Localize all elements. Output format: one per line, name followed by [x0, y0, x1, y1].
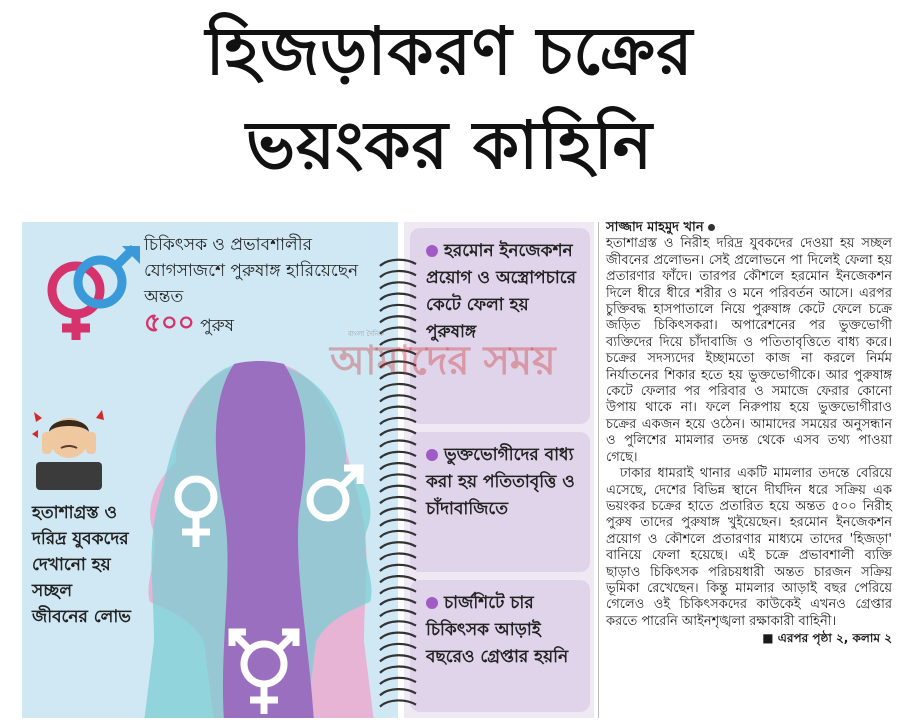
byline-bullet-icon: [708, 224, 715, 231]
gender-symbols-icon: [34, 244, 144, 344]
step-3-label: চার্জশিটে চার চিকিৎসক আড়াই বছরেও গ্রেপ্তার হয়নি: [426, 593, 569, 667]
notebook-spiral: [376, 256, 420, 716]
spiral-coil: [380, 429, 416, 435]
article-paragraph-2: ঢাকার ধামরাই থানার একটি মামলার তদন্তে বেরিয়ে এসেছে, দেশের বিভিন্ন স্থানে দীর্ঘদিন ধরে সক্রিয় এক ভয়ংকর চক্রের হাতে প্রতারিত হয়ে অন্তত ৫০০ নিরীহ পুরুষ তাদের পুরুষাঙ্গ খুইয়েছেন। হরমোন ইনজেকশন প্রয়োগ ও কৌশলে প্রতারণার মাধ্যমে তাদের 'হিজড়া' বানিয়ে ফেলা হয়েছে। এই চক্রে প্রভাবশালী ব্যক্তি ছাড়াও চিকিৎসক পরিচয়ধারী অন্তত চারজন সক্রিয় ভূমিকা রেখেছেন। কিন্তু মামলার আড়াই বছর পেরিয়ে গেলেও ওই চিকিৎসকদের কাউকেই এখনও গ্রেপ্তার করতে পারেনি আইনশৃঙ্খলা রক্ষাকারী বাহিনী।: [606, 466, 892, 629]
step-card-2: [410, 432, 590, 572]
spiral-coil: [380, 554, 416, 560]
spiral-coil: [380, 644, 416, 650]
spiral-coil: [380, 260, 416, 266]
bullet-dot-icon: [426, 245, 438, 257]
continuation-note: ■ এরপর পৃষ্ঠা ২, কলাম ২: [762, 631, 892, 646]
spiral-coil: [380, 565, 416, 571]
spiral-coil: [380, 328, 416, 334]
byline-text: সাজ্জাদ মাহমুদ খান: [606, 220, 704, 235]
spiral-coil: [380, 508, 416, 514]
step-2-label: ভুক্তভোগীদের বাধ্য করা হয় পতিতাবৃত্তি ও চাঁদাবাজিতে: [426, 445, 575, 519]
watermark-small: বাংলা দৈনিক: [348, 330, 384, 338]
spiral-coil: [380, 587, 416, 593]
spiral-coil: [380, 463, 416, 469]
spiral-coil: [380, 407, 416, 413]
headline-line-1: হিজড়াকরণ চক্রের: [205, 13, 694, 90]
left-caption: হতাশাগ্রস্ত ও দরিদ্র যুবকদের দেখানো হয় সচ্ছল জীবনের লোভ: [32, 503, 131, 627]
spiral-coil: [380, 576, 416, 582]
spiral-coil: [380, 610, 416, 616]
heads-illustration: [114, 342, 398, 718]
byline: [606, 220, 892, 236]
stat-unit: পুরুষ: [200, 316, 235, 336]
spiral-coil: [380, 621, 416, 627]
spiral-coil: [380, 520, 416, 526]
stat-text: চিকিৎসক ও প্রভাবশালীর যোগসাজশে পুরুষাঙ্গ হারিয়েছেন অন্তত: [144, 235, 359, 307]
spiral-coil: [380, 305, 416, 311]
spiral-coil: [380, 542, 416, 548]
spiral-coil: [380, 271, 416, 277]
spiral-coil: [380, 599, 416, 605]
article-body: [606, 220, 892, 647]
spiral-coil: [380, 678, 416, 684]
stat-number: ৫০০: [144, 308, 195, 338]
spiral-coil: [380, 452, 416, 458]
infographic-panel: [22, 222, 398, 718]
spiral-coil: [380, 689, 416, 695]
step-1-label: হরমোন ইনজেকশন প্রয়োগ ও অস্ত্রোপচারে কেটে ফেলা হয় পুরুষাঙ্গ: [426, 241, 576, 342]
headline-line-2: ভয়ংকর কাহিনি: [245, 107, 654, 184]
frustrated-man-icon: [30, 402, 108, 490]
spiral-coil: [380, 418, 416, 424]
spiral-coil: [380, 294, 416, 300]
step-card-3: [410, 580, 590, 712]
spiral-coil: [380, 474, 416, 480]
spiral-coil: [380, 633, 416, 639]
bullet-dot-icon: [426, 597, 438, 609]
spiral-coil: [380, 531, 416, 537]
spiral-coil: [380, 497, 416, 503]
spiral-coil: [380, 441, 416, 447]
watermark: আমাদের সময়: [330, 338, 556, 384]
spiral-coil: [380, 667, 416, 673]
bullet-dot-icon: [426, 449, 438, 461]
spiral-coil: [380, 486, 416, 492]
stat-block: [144, 232, 390, 339]
spiral-coil: [380, 316, 416, 322]
step-card-1: [410, 228, 590, 424]
article-paragraph-1: হতাশাগ্রস্ত ও নিরীহ দরিদ্র যুবকদের দেওয়া হয় সচ্ছল জীবনের প্রলোভন। সেই প্রলোভনে পা দিলেই ফেলা হয় প্রতারণার ফাঁদে। তারপর কৌশলে হরমোন ইনজেকশন দিলে ধীরে ধীরে শরীর ও মনে পরিবর্তন আসে। এরপর চুক্তিবদ্ধ হাসপাতালে নিয়ে পুরুষাঙ্গ কেটে ফেলে চক্রে জড়িত চিকিৎসকরা। অপারেশনের পর ভুক্তভোগী ব্যক্তিদের দিয়ে চাঁদাবাজি ও পতিতাবৃত্তিতে বাধ্য করে। চক্রের সদস্যদের ইচ্ছামতো কাজ না করলে নির্মম নির্যাতনের শিকার হতে হয় ভুক্তভোগীকে। আর পুরুষাঙ্গ কেটে ফেলার পর পরিবার ও সমাজে ফেরার কোনো উপায় থাকে না। ফলে নিরুপায় হয়ে ভুক্তভোগীরাও চক্রের একজন হয়ে ওঠেন। আমাদের সময়ের অনুসন্ধান ও পুলিশের মামলার তদন্ত থেকে এসব তথ্য পাওয়া গেছে।: [606, 236, 892, 465]
steps-column: [404, 222, 594, 718]
column-divider: [598, 222, 599, 718]
spiral-coil: [380, 282, 416, 288]
spiral-coil: [380, 700, 416, 706]
spiral-coil: [380, 395, 416, 401]
spiral-coil: [380, 655, 416, 661]
